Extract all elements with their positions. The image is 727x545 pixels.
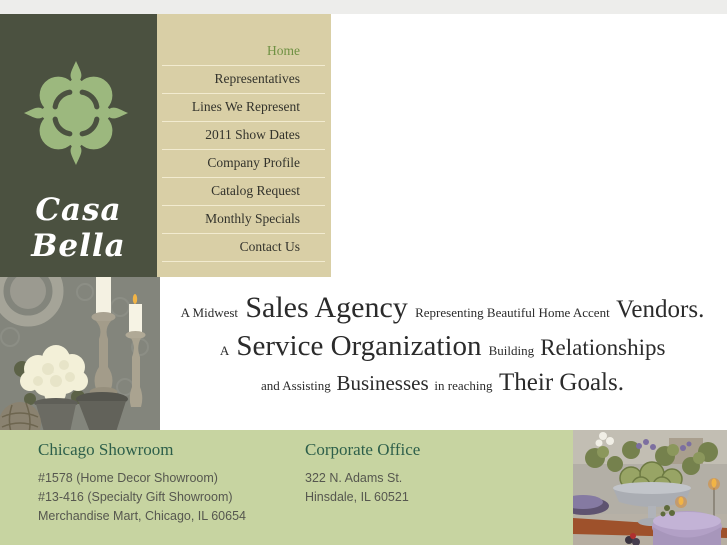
hero-text-emphasis: Service Organization (236, 330, 482, 362)
hero-text-emphasis: Their Goals. (499, 369, 624, 396)
nav-item-home[interactable]: Home (162, 38, 325, 66)
nav-item-lines-we-represent[interactable]: Lines We Represent (162, 94, 325, 122)
main-navigation (157, 14, 331, 277)
nav-item-monthly-specials[interactable]: Monthly Specials (162, 206, 325, 234)
hero-line-2 (160, 330, 727, 369)
brand-name[interactable]: Casa Bella (31, 192, 126, 264)
hero-line-3 (160, 369, 727, 408)
nav-item-representatives[interactable]: Representatives (162, 66, 325, 94)
hero-text: Building (488, 343, 535, 358)
address-line: #1578 (Home Decor Showroom) (38, 471, 218, 485)
corporate-office-column (305, 440, 420, 507)
corporate-office-heading: Corporate Office (305, 440, 421, 459)
hero-text: Representing Beautiful Home Accent (415, 305, 610, 320)
address-line: #13-416 (Specialty Gift Showroom) (38, 490, 233, 504)
nav-item-contact-us[interactable]: Contact Us (162, 234, 325, 262)
top-margin-strip (0, 0, 727, 14)
brand-logo-block[interactable] (0, 14, 157, 277)
footer (0, 430, 727, 545)
nav-item-catalog-request[interactable]: Catalog Request (162, 178, 325, 206)
hero-line-1 (160, 291, 727, 330)
address-line: Hinsdale, IL 60521 (305, 490, 409, 504)
nav-item-show-dates[interactable]: 2011 Show Dates (162, 122, 325, 150)
hero-text: in reaching (434, 378, 493, 393)
hero-text: A Midwest (180, 305, 239, 320)
hero-text-emphasis: Businesses (336, 371, 429, 395)
address-line: 322 N. Adams St. (305, 471, 403, 485)
hero-text-emphasis: Vendors. (616, 296, 705, 323)
nav-item-company-profile[interactable]: Company Profile (162, 150, 325, 178)
chicago-showroom-heading: Chicago Showroom (38, 440, 174, 459)
hero-statement (160, 277, 727, 432)
hero-text: and Assisting (260, 378, 331, 393)
hero-text: A (219, 343, 230, 358)
hydrangeas-candlesticks-photo (0, 277, 160, 432)
hero-text-emphasis: Relationships (540, 335, 666, 360)
quatrefoil-ornament-icon (24, 60, 128, 166)
address-line: Merchandise Mart, Chicago, IL 60654 (38, 509, 246, 523)
footer-address-band (0, 430, 573, 545)
table-setting-photo (573, 430, 727, 545)
hero-text-emphasis: Sales Agency (245, 291, 408, 324)
chicago-showroom-column (38, 440, 246, 526)
